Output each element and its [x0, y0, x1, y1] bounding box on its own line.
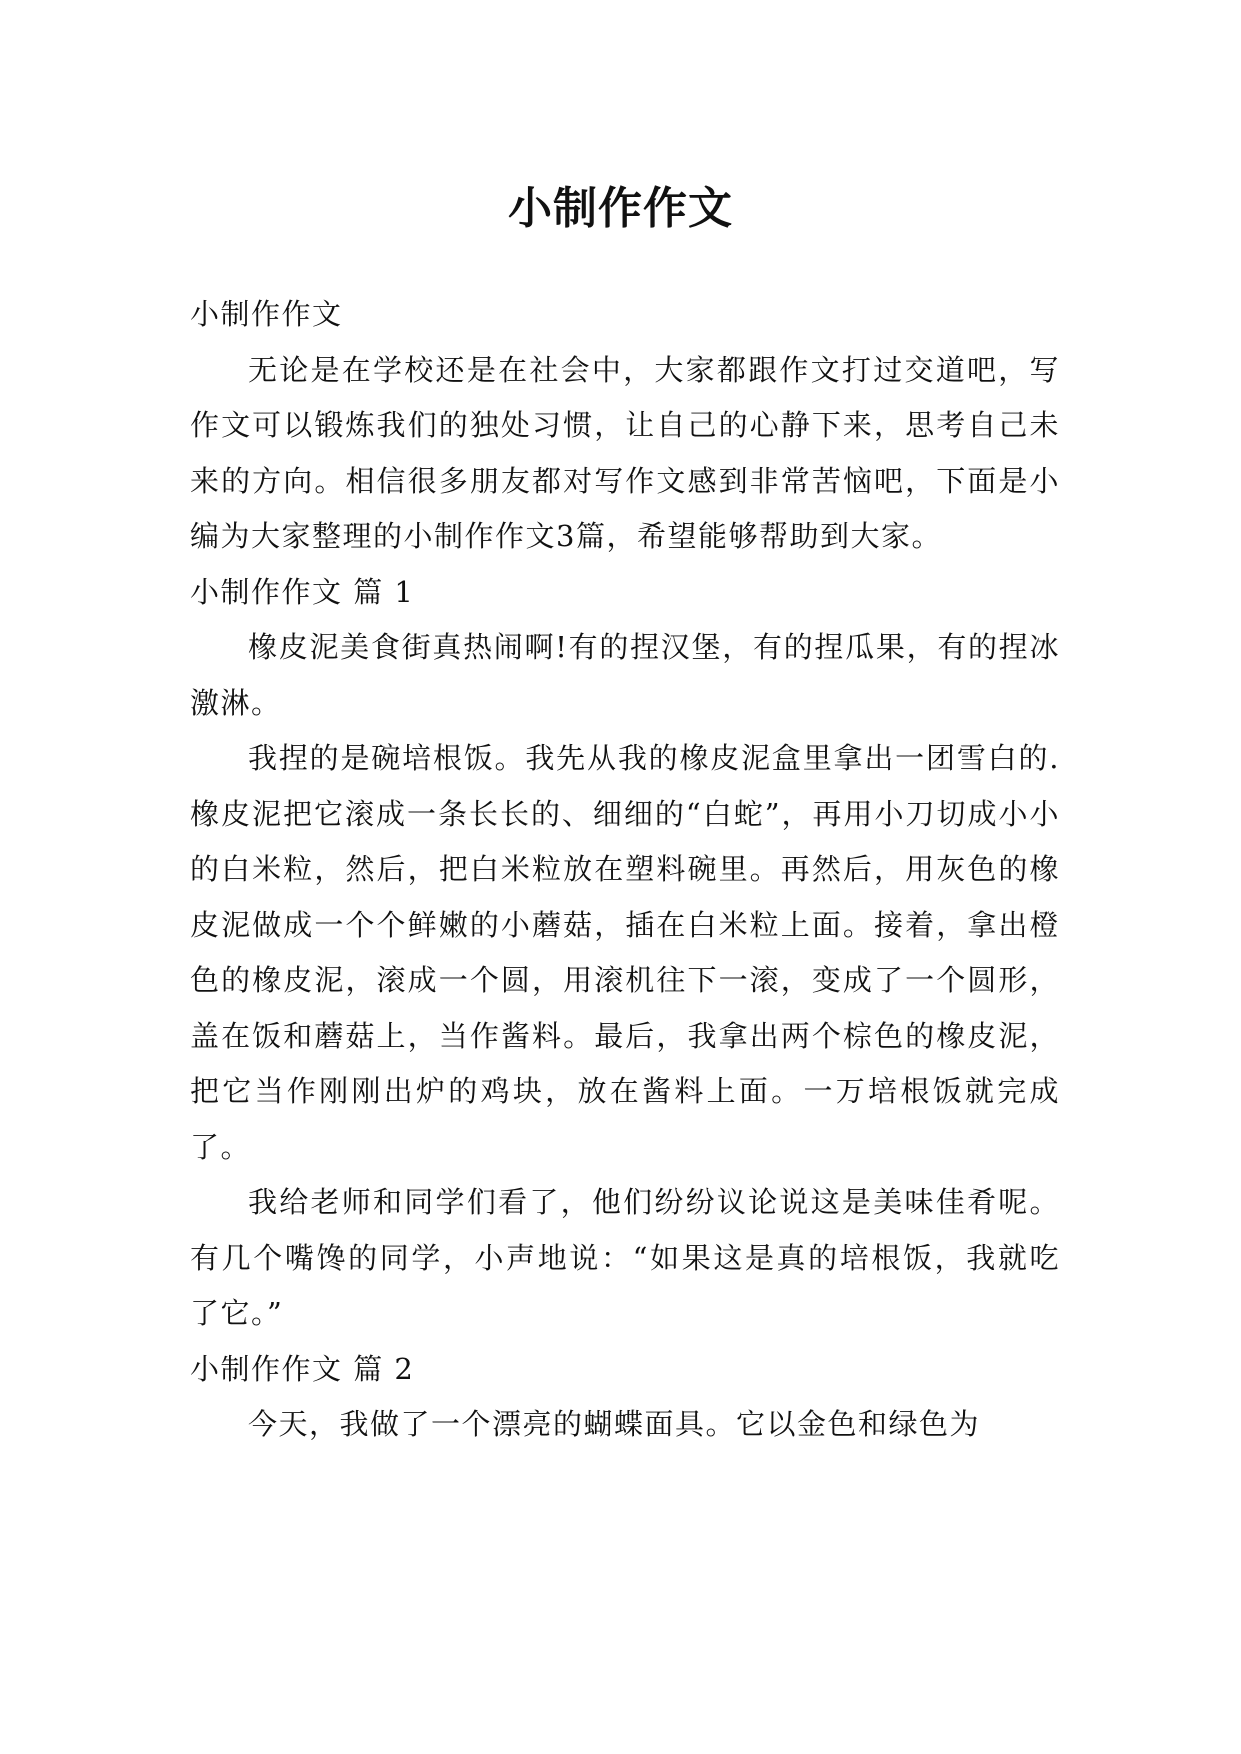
section-heading-1: 小制作作文 篇 1: [190, 574, 415, 609]
section-heading-intro: 小制作作文: [190, 297, 343, 331]
document-title: 小制作作文: [508, 183, 733, 235]
paragraph-1-2: 我捏的是碗培根饭。我先从我的橡皮泥盒里拿出一团雪白的.橡皮泥把它滚成一条长长的、细细的“白蛇”，再用小刀切成小小的白米粒，然后，把白米粒放在塑料碗里。再然后，用灰色的橡皮泥做成一个个鲜嫩的小蘑菇，插在白米粒上面。接着，拿出橙色的橡皮泥，滚成一个圆，用滚机往下一滚，变成了一个圆形，盖在饭和蘑菇上，当作酱料。最后，我拿出两个棕色的橡皮泥，把它当作刚刚出炉的鸡块，放在酱料上面。一万培根饭就完成了。: [190, 741, 1060, 1164]
section-heading-2: 小制作作文 篇 2: [190, 1351, 415, 1386]
paragraph-2-1: 今天，我做了一个漂亮的蝴蝶面具。它以金色和绿色为: [248, 1407, 981, 1441]
paragraph-intro: 无论是在学校还是在社会中，大家都跟作文打过交道吧，写作文可以锻炼我们的独处习惯，让自己的心静下来，思考自己未来的方向。相信很多朋友都对写作文感到非常苦恼吧，下面是小编为大家整理的小制作作文3篇，希望能够帮助到大家。: [190, 352, 1060, 553]
document-body: [190, 287, 1060, 1453]
paragraph-1-3: 我给老师和同学们看了，他们纷纷议论说这是美味佳肴呢。有几个嘴馋的同学，小声地说：“如果这是真的培根饭，我就吃了它。”: [190, 1185, 1060, 1330]
paragraph-1-1: 橡皮泥美食街真热闹啊!有的捏汉堡，有的捏瓜果，有的捏冰激淋。: [190, 630, 1060, 720]
